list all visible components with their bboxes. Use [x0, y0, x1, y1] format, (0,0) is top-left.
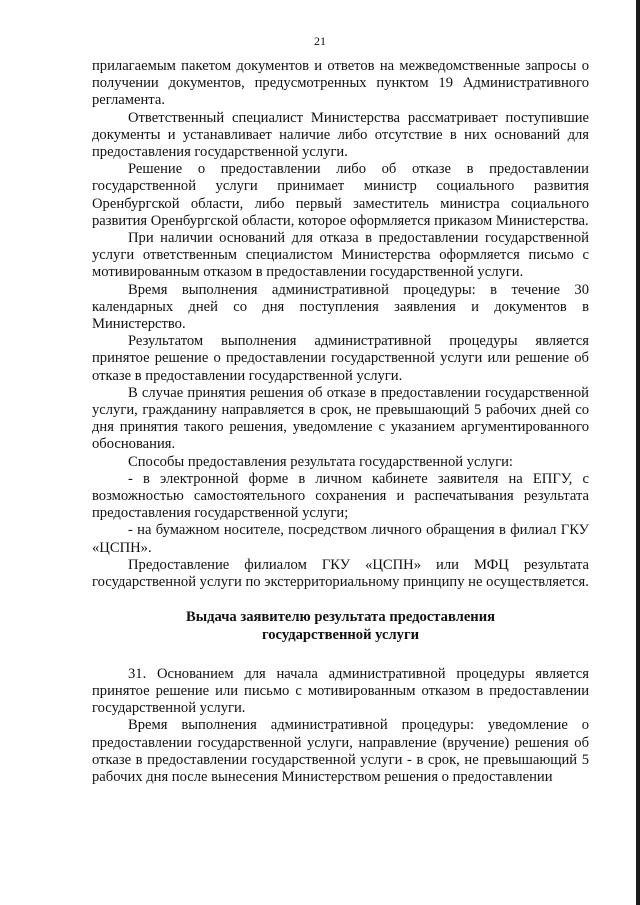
paragraph-1: Ответственный специалист Министерства рассматривает поступившие документы и устанавливает наличие либо отсутствие в них оснований для предоставления государственной услуги.	[92, 109, 589, 161]
paragraph-31: 31. Основанием для начала административной процедуры является принятое решение или письмо с мотивированным отказом в предоставлении государственной услуги.	[92, 665, 589, 717]
paragraph-time: Время выполнения административной процедуры: уведомление о предоставлении государственной услуги, направление (вручение) решения об отказе в предоставлении государственной услуги - в срок, не превышающий 5 рабочих дня после вынесения Министерством решения о предоставлении	[92, 717, 589, 785]
paragraph-6: В случае принятия решения об отказе в предоставлении государственной услуги, гражданину направляется в срок, не превышающий 5 рабочих дней со дня принятия такого решения, уведомление с указанием аргументированного обоснования.	[92, 384, 589, 453]
section-heading-line-1: Выдача заявителю результата предоставления	[185, 609, 496, 626]
page-number: 21	[314, 34, 326, 48]
scan-edge	[636, 0, 640, 905]
document-body	[92, 58, 589, 786]
paragraph-2: Решение о предоставлении либо об отказе в предоставлении государственной услуги принимает министр социального развития Оренбургской области, либо первый заместитель министра социального развития Оренбургской области, которое оформляется приказом Министерства.	[92, 161, 589, 229]
paragraph-9: - на бумажном носителе, посредством личного обращения в филиал ГКУ «ЦСПН».	[92, 522, 589, 556]
paragraph-10: Предоставление филиалом ГКУ «ЦСПН» или МФЦ результата государственной услуги по экстерриториальному принципу не осуществляется.	[92, 556, 589, 591]
paragraph-5: Результатом выполнения административной процедуры является принятое решение о предоставлении государственной услуги или решение об отказе в предоставлении государственной услуги.	[92, 333, 589, 384]
paragraph-7: Способы предоставления результата государственной услуги:	[128, 453, 513, 470]
paragraph-4: Время выполнения административной процедуры: в течение 30 календарных дней со дня поступления заявления и документов в Министерство.	[92, 281, 589, 333]
paragraph-3: При наличии оснований для отказа в предоставлении государственной услуги ответственным специалистом Министерства оформляется письмо с мотивированным отказом в предоставлении государственной услуги.	[92, 230, 589, 281]
paragraph-8: - в электронной форме в личном кабинете заявителя на ЕПГУ, с возможностью самостоятельного сохранения и распечатывания результата предоставления государственной услуги;	[92, 470, 589, 522]
section-heading-line-2: государственной услуги	[261, 626, 420, 643]
section-heading	[92, 609, 589, 643]
paragraph-0: прилагаемым пакетом документов и ответов на межведомственные запросы о получении документов, предусмотренных пунктом 19 Административного регламента.	[92, 58, 589, 109]
